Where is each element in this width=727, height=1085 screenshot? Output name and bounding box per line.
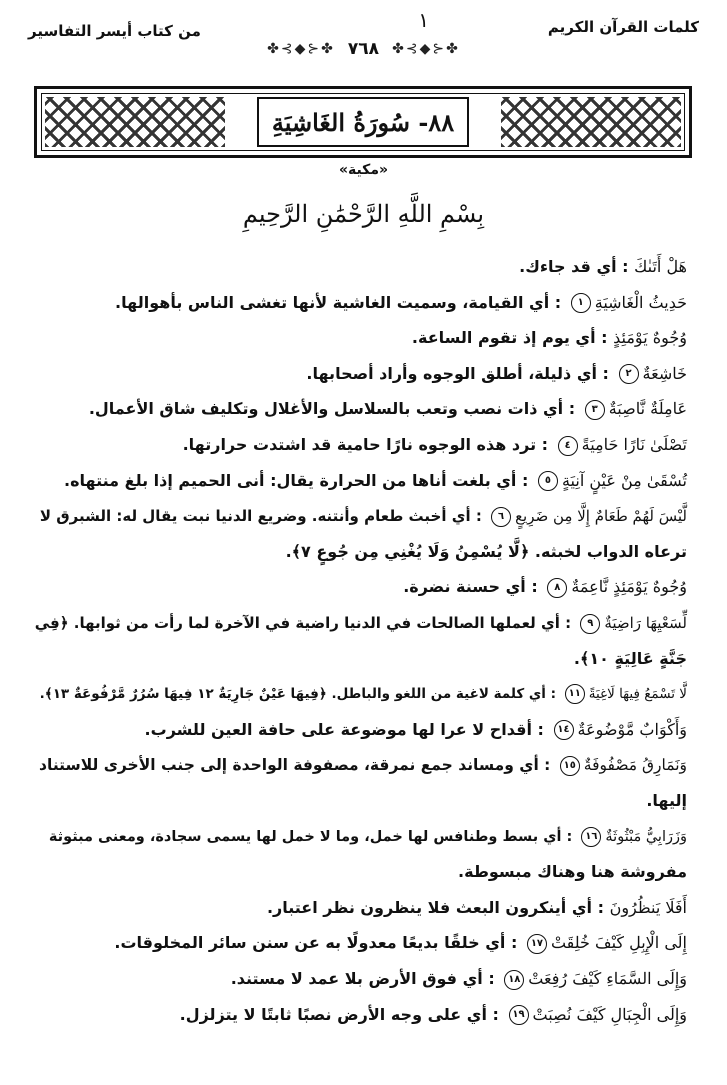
list-item: [34, 964, 687, 994]
list-item: [34, 252, 687, 282]
separator: :: [545, 686, 561, 703]
banner-pattern-left-icon: [45, 97, 225, 147]
explanation-text: مفروشة هنا وهناك مبسوطة.: [458, 862, 687, 882]
ayah-number-icon: ١٦: [581, 827, 601, 847]
list-item: [34, 537, 687, 567]
page-number-row: [0, 38, 727, 59]
ornament-left-icon: ✤⊰◆⊱✤: [267, 40, 335, 57]
list-item: [34, 501, 687, 531]
quran-word: تَصْلَىٰ نَارًا حَامِيَةً: [581, 435, 687, 454]
ayah-number-icon: ١٤: [554, 720, 574, 740]
explanation-text: ترد هذه الوجوه نارًا حامية قد اشتدت حرارتها.: [182, 435, 537, 454]
list-item: [34, 928, 687, 958]
separator: :: [505, 933, 523, 953]
ayah-number-icon: ٩: [580, 614, 600, 634]
explanation-text: أي قد جاءك.: [519, 257, 617, 276]
quran-word: وَإِلَى الْجِبَالِ كَيْفَ نُصِبَتْ: [532, 1004, 687, 1024]
quran-word: وَنَمَارِقُ مَصْفُوفَةٌ: [583, 756, 687, 775]
explanation-text: أي خلقًا بديعًا معدولًا به عن سنن سائر المخلوقات.: [114, 933, 506, 953]
ayah-number-icon: ٤: [558, 436, 578, 456]
explanation-text: أي القيامة، وسميت الغاشية لأنها تغشى الناس بأهوالها.: [115, 292, 550, 312]
list-item: [34, 572, 687, 602]
list-item: [34, 288, 687, 318]
quran-word: وُجُوهٌ يَوْمَئِذٍ: [613, 328, 687, 348]
separator: :: [596, 363, 615, 383]
quran-word: أَفَلَا يَنظُرُونَ: [609, 897, 687, 917]
ayah-number-icon: ٨: [547, 578, 567, 598]
list-item: [34, 786, 687, 816]
list-item: [34, 679, 687, 709]
list-item: [34, 644, 687, 674]
page-number: ٧٦٨: [347, 38, 380, 59]
explanation-text: جَنَّةٍ عَالِيَةٍ ١٠﴾.: [573, 648, 687, 668]
ayah-number-icon: ١٥: [560, 756, 580, 776]
list-item: [34, 466, 687, 496]
separator: :: [486, 1004, 505, 1024]
explanation-text: أي يوم إذ تقوم الساعة.: [411, 328, 596, 348]
quran-word: لَّا تَسْمَعُ فِيهَا لَاغِيَةً: [588, 686, 687, 703]
basmala: بِسْمِ اللَّهِ الرَّحْمَٰنِ الرَّحِيمِ: [242, 200, 485, 228]
separator: :: [531, 719, 550, 739]
separator: :: [559, 614, 577, 632]
separator: :: [538, 756, 556, 775]
ayah-number-icon: ١٨: [504, 970, 524, 990]
quran-word: وُجُوهٌ يَوْمَئِذٍ نَّاعِمَةٌ: [571, 577, 687, 597]
ornament-right-icon: ✤⊰◆⊱✤: [392, 40, 460, 57]
quran-word: وَإِلَى السَّمَاءِ كَيْفَ رُفِعَتْ: [528, 969, 687, 988]
list-item: [34, 715, 687, 745]
quran-word: وَأَكْوَابٌ مَّوْضُوعَةٌ: [577, 719, 687, 739]
list-item: [34, 1000, 687, 1030]
quran-word: هَلْ أَتَىٰكَ: [634, 257, 687, 276]
ayah-number-icon: ١١: [565, 684, 585, 704]
explanation-text: أي بسط وطنافس لها خمل، وما لا خمل لها يسمى سجادة، ومعنى مبثوثة: [48, 828, 562, 845]
explanation-text: أي أينكرون البعث فلا ينظرون نظر اعتبار.: [266, 897, 593, 917]
separator: :: [482, 969, 501, 988]
explanation-text: أي فوق الأرض بلا عمد لا مستند.: [230, 969, 483, 988]
list-item: [34, 430, 687, 460]
quran-word: لَّيْسَ لَهُمْ طَعَامٌ إِلَّا مِن ضَرِيعٍ: [515, 507, 687, 526]
banner-pattern-right-icon: [501, 97, 681, 147]
separator: :: [549, 292, 567, 312]
surah-banner: [34, 86, 692, 158]
separator: :: [563, 399, 581, 419]
list-item: [34, 857, 687, 887]
ayah-number-icon: ١٩: [509, 1005, 529, 1025]
ayah-number-icon: ١: [571, 293, 591, 313]
quran-word: لِّسَعْيِهَا رَاضِيَةٌ: [604, 614, 687, 632]
separator: :: [595, 328, 614, 348]
separator: :: [516, 470, 534, 490]
list-item: [34, 750, 687, 780]
quran-word: حَدِيثُ الْغَاشِيَةِ: [594, 292, 687, 312]
source-title: من كتاب أيسر التفاسير: [28, 22, 201, 40]
ayah-number-icon: ٢: [619, 364, 639, 384]
quran-word: عَامِلَةٌ نَّاصِبَةٌ: [608, 399, 687, 419]
separator: :: [470, 507, 488, 526]
quran-word: إِلَى الْإِبِلِ كَيْفَ خُلِقَتْ: [550, 933, 687, 953]
separator: :: [525, 577, 544, 597]
explanation-text: أقداح لا عرا لها موضوعة على حافة العين للشرب.: [144, 719, 532, 739]
surah-type: «مكية»: [338, 162, 389, 178]
book-title: كلمات القرآن الكريم: [547, 18, 699, 36]
explanation-text: أي كلمة لاغية من اللغو والباطل. ﴿فِيهَا عَيْنٌ جَارِيَةٌ ١٢ فِيهَا سُرُرٌ مَّرْفُوعَةٌ ١٣﴾.: [39, 686, 546, 703]
list-item: [34, 822, 687, 852]
explanation-text: ترعاه الدواب لخبثه. ﴿لَّا يُسْمِنُ وَلَا يُغْنِي مِن جُوعٍ ٧﴾.: [285, 541, 687, 561]
ayah-number-icon: ١٧: [527, 934, 547, 954]
separator: :: [616, 257, 635, 276]
explanation-text: أي ذليلة، أطلق الوجوه وأراد أصحابها.: [306, 363, 597, 383]
explanation-text: إليها.: [646, 791, 687, 810]
list-item: [34, 608, 687, 638]
surah-title: ٨٨- سُورَةُ الغَاشِيَةِ: [257, 97, 469, 147]
separator: :: [561, 828, 578, 845]
quran-word: تُسْقَىٰ مِنْ عَيْنٍ آنِيَةٍ: [561, 470, 687, 490]
explanation-text: أي ومساند جمع نمرقة، مصفوفة الواحدة إلى جنب الأخرى للاستناد: [39, 756, 539, 775]
margin-mark: ١: [418, 8, 429, 32]
separator: :: [592, 897, 610, 917]
separator: :: [536, 435, 554, 454]
quran-word: خَاشِعَةٌ: [642, 363, 687, 383]
explanation-text: أي ذات نصب وتعب بالسلاسل والأغلال وتكليف شاق الأعمال.: [88, 399, 564, 419]
explanation-text: أي بلغت أناها من الحرارة يقال: أنى الحميم إذا بلغ منتهاه.: [64, 470, 517, 490]
explanation-text: أي لعملها الصالحات في الدنيا راضية في الآخرة لما رأت من ثوابها. ﴿فِي: [34, 614, 560, 632]
list-item: [34, 893, 687, 923]
ayah-number-icon: ٣: [585, 400, 605, 420]
list-item: [34, 323, 687, 353]
explanation-text: أي حسنة نضرة.: [403, 577, 526, 597]
explanation-text: أي على وجه الأرض نصبًا ثابتًا لا يتزلزل.: [179, 1004, 487, 1024]
list-item: [34, 359, 687, 389]
ayah-number-icon: ٥: [538, 471, 558, 491]
list-item: [34, 394, 687, 424]
explanation-text: أي أخبث طعام وأنتنه. وضريع الدنيا نبت يقال له: الشبرق لا: [39, 507, 471, 526]
ayah-number-icon: ٦: [491, 507, 511, 527]
quran-word: وَزَرَابِيُّ مَبْثُوثَةٌ: [605, 828, 687, 845]
